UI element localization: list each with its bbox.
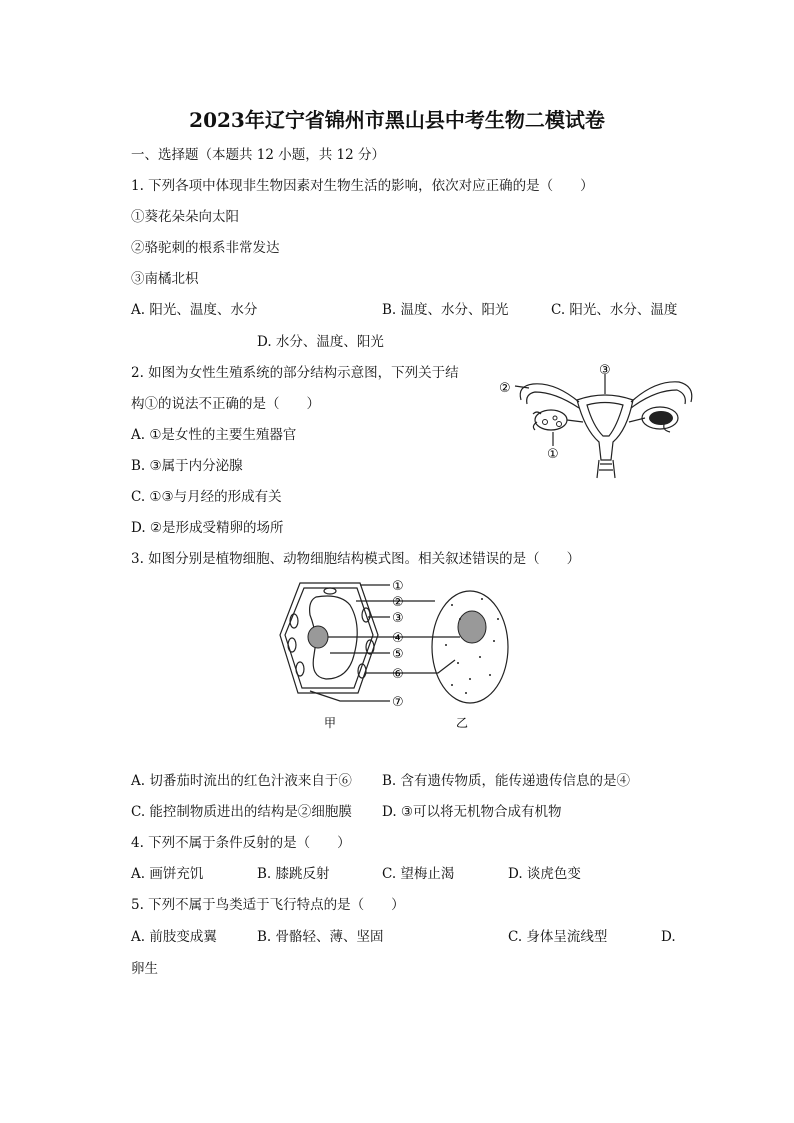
question-4-option-b[interactable]: B. 膝跳反射 [257,866,330,882]
question-5-stem: 5. 下列不属于鸟类适于飞行特点的是（ ） [131,897,405,913]
female-reproductive-figure [495,360,700,480]
question-4-stem: 4. 下列不属于条件反射的是（ ） [131,835,351,851]
question-2-option-b[interactable]: B. ③属于内分泌腺 [131,458,243,474]
question-4-option-d[interactable]: D. 谈虎色变 [508,866,581,882]
question-3-option-d[interactable]: D. ③可以将无机物合成有机物 [382,804,562,820]
question-1-item: ②骆驼刺的根系非常发达 [131,240,280,256]
question-4-option-c[interactable]: C. 望梅止渴 [382,866,455,882]
figure-label: ① [547,447,559,462]
question-2-option-a[interactable]: A. ①是女性的主要生殖器官 [131,427,297,443]
figure-label: ③ [392,611,404,626]
figure-caption: 乙 [456,716,469,730]
page-title: 2023年辽宁省锦州市黑山县中考生物二模试卷 [189,108,605,132]
question-5-option-c[interactable]: C. 身体呈流线型 [508,929,608,945]
question-2-stem: 2. 如图为女性生殖系统的部分结构示意图，下列关于结 [131,365,459,381]
question-5-option-d-text[interactable]: 卵生 [131,961,158,977]
question-1-item: ③南橘北枳 [131,271,199,287]
figure-label: ② [392,595,404,610]
section-heading: 一、选择题（本题共 12 小题，共 12 分） [131,147,386,163]
question-2-option-c[interactable]: C. ①③与月经的形成有关 [131,489,282,505]
question-4-option-a[interactable]: A. 画饼充饥 [131,866,204,882]
question-1-stem: 1. 下列各项中体现非生物因素对生物生活的影响，依次对应正确的是（ ） [131,178,594,194]
question-1-option-c[interactable]: C. 阳光、水分、温度 [551,302,678,318]
question-5-option-b[interactable]: B. 骨骼轻、薄、坚固 [257,929,384,945]
question-2-option-d[interactable]: D. ②是形成受精卵的场所 [131,520,284,536]
figure-label: ⑤ [392,647,404,662]
question-1-option-d[interactable]: D. 水分、温度、阳光 [257,334,384,350]
figure-label: ① [392,579,404,594]
question-3-option-b[interactable]: B. 含有遗传物质，能传递遗传信息的是④ [382,773,631,789]
question-1-item: ①葵花朵朵向太阳 [131,209,239,225]
question-2-stem-cont: 构①的说法不正确的是（ ） [131,396,320,412]
figure-caption: 甲 [324,716,337,730]
question-1-option-a[interactable]: A. 阳光、温度、水分 [131,302,258,318]
figure-label: ⑥ [392,667,404,682]
question-3-option-a[interactable]: A. 切番茄时流出的红色汁液来自于⑥ [131,773,352,789]
question-5-option-d[interactable]: D. [661,929,676,945]
figure-label: ⑦ [392,695,404,710]
figure-label: ③ [599,363,611,378]
question-3-stem: 3. 如图分别是植物细胞、动物细胞结构模式图。相关叙述错误的是（ ） [131,551,581,567]
figure-label: ② [499,381,511,396]
question-1-option-b[interactable]: B. 温度、水分、阳光 [382,302,509,318]
question-5-option-a[interactable]: A. 前肢变成翼 [131,929,217,945]
question-3-option-c[interactable]: C. 能控制物质进出的结构是②细胞膜 [131,804,352,820]
cell-structure-figure [270,575,530,735]
figure-label: ④ [392,631,404,646]
